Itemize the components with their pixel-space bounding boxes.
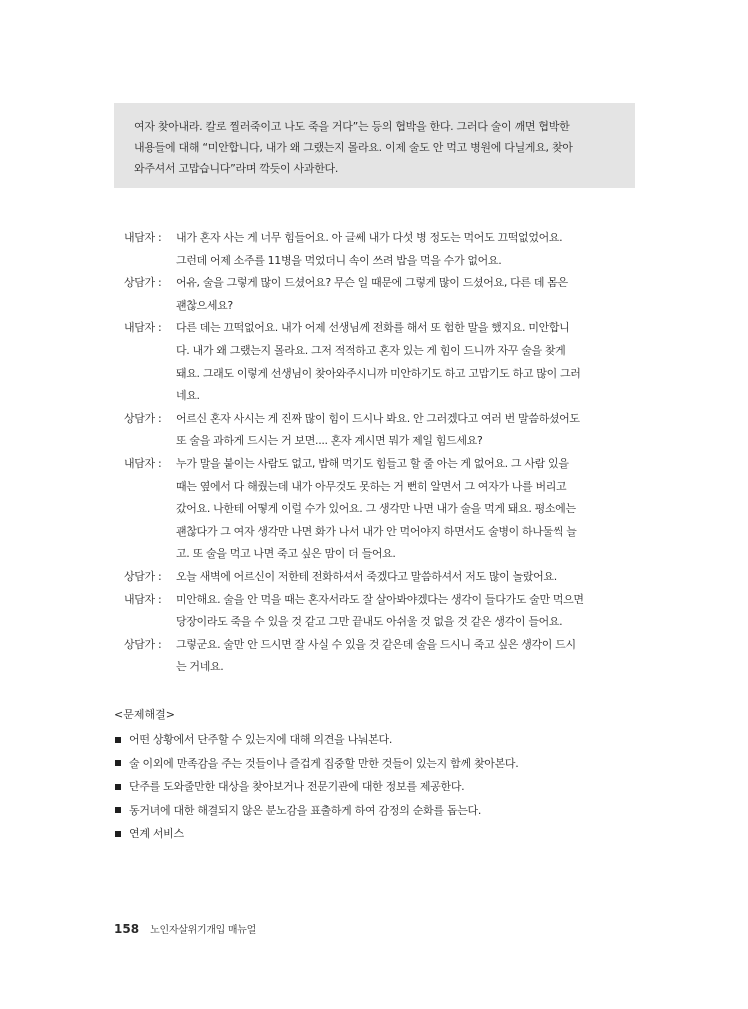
speaker-label: 내담자 : (124, 231, 162, 244)
case-summary-line: 여자 찾아내라. 칼로 찔러죽이고 나도 죽을 거다”는 등의 협박을 한다. 그러다 술이 깨면 협박한 (134, 120, 570, 133)
dialogue-turn (124, 272, 638, 317)
case-summary-box (114, 103, 635, 188)
utterance-line: 당장이라도 죽을 수 있을 것 같고 그만 끝내도 아쉬울 것 없을 것 같은 생각이 들어요. (176, 615, 563, 629)
square-bullet-icon (115, 807, 121, 813)
square-bullet-icon (115, 784, 121, 790)
dialogue-turn (124, 634, 638, 679)
utterance (176, 453, 638, 566)
book-title: 노인자살위기개입 매뉴얼 (150, 925, 256, 936)
list-item-text: 어떤 상황에서 단주할 수 있는지에 대해 의견을 나눠본다. (129, 733, 393, 746)
utterance-line: 오늘 새벽에 어르신이 저한테 전화하셔서 죽겠다고 말씀하셔서 저도 많이 놀랐어요. (176, 569, 557, 583)
utterance (176, 317, 638, 407)
utterance-line: 네요. (176, 389, 200, 403)
speaker-label: 내담자 : (124, 456, 162, 470)
utterance-line: 누가 말을 붙이는 사람도 없고, 밥해 먹기도 힘들고 할 줄 아는 게 없어요. 그 사람 있을 (176, 456, 569, 470)
utterance (176, 227, 638, 272)
utterance-line: 다른 데는 끄떡없어요. 내가 어제 선생님께 전화를 해서 또 험한 말을 했지요. 미안합니 (176, 321, 570, 335)
square-bullet-icon (115, 760, 121, 766)
square-bullet-icon (115, 737, 121, 743)
list-item (114, 799, 654, 823)
utterance (176, 272, 638, 317)
list-item (114, 752, 654, 776)
dialogue-turn (124, 566, 638, 589)
list-item (114, 775, 654, 799)
speaker-label: 상담가 : (124, 637, 162, 651)
utterance (176, 566, 638, 589)
counseling-dialogue (124, 227, 638, 679)
square-bullet-icon (115, 831, 121, 837)
utterance-line: 다. 내가 왜 그랬는지 몰라요. 그저 적적하고 혼자 있는 게 힘이 드니까 자꾸 술을 찾게 (176, 343, 566, 357)
utterance-line: 는 거네요. (176, 660, 224, 674)
utterance-line: 괜찮으세요? (176, 298, 233, 312)
utterance (176, 589, 638, 634)
page-footer (114, 918, 256, 937)
utterance-line: 어르신 혼자 사시는 게 진짜 많이 힘이 드시나 봐요. 안 그러겠다고 여러 번 말씀하셨어도 (176, 411, 580, 425)
list-item (114, 728, 654, 752)
speaker-label: 상담가 : (124, 276, 162, 290)
utterance-line: 내가 혼자 사는 게 너무 힘들어요. 아 글쎄 내가 다섯 병 정도는 먹어도 끄떡없었어요. (176, 231, 563, 244)
list-item (114, 822, 654, 846)
list-item-text: 연계 서비스 (129, 827, 184, 840)
section-heading: <문제해결> (114, 708, 175, 721)
utterance-line: 갔어요. 나한테 어떻게 이럴 수가 있어요. 그 생각만 나면 내가 술을 먹게 돼요. 평소에는 (176, 502, 576, 516)
list-item-text: 단주를 도와줄만한 대상을 찾아보거나 전문기관에 대한 정보를 제공한다. (129, 780, 465, 793)
list-item-text: 술 이외에 만족감을 주는 것들이나 즐겁게 집중할 만한 것들이 있는지 함께 찾아본다. (129, 756, 519, 770)
solution-list (114, 728, 654, 846)
speaker-label: 상담가 : (124, 569, 162, 583)
case-summary-line: 내용들에 대해 “미안합니다, 내가 왜 그랬는지 몰라요. 이제 술도 안 먹고 병원에 다닐게요, 찾아 (134, 141, 573, 154)
utterance-line: 돼요. 그래도 이렇게 선생님이 찾아와주시니까 미안하기도 하고 고맙기도 하고 많이 그러 (176, 366, 581, 380)
utterance-line: 때는 옆에서 다 해줬는데 내가 아무것도 못하는 거 뻔히 알면서 그 여자가 나를 버리고 (176, 479, 567, 493)
speaker-label: 내담자 : (124, 321, 162, 335)
problem-solving-section (114, 704, 654, 846)
utterance-line: 또 술을 과하게 드시는 거 보면.... 혼자 계시면 뭐가 제일 힘드세요? (176, 434, 483, 448)
utterance-line: 그렇군요. 술만 안 드시면 잘 사실 수 있을 것 같은데 술을 드시니 죽고 싶은 생각이 드시 (176, 637, 576, 651)
dialogue-turn (124, 227, 638, 272)
dialogue-turn (124, 589, 638, 634)
dialogue-turn (124, 453, 638, 566)
case-summary-line: 와주셔서 고맙습니다”라며 깍듯이 사과한다. (134, 162, 339, 175)
utterance-line: 괜찮다가 그 여자 생각만 나면 화가 나서 내가 안 먹어야지 하면서도 술병이 하나둘씩 늘 (176, 524, 577, 538)
utterance-line: 그런데 어제 소주를 11병을 먹었더니 속이 쓰려 밥을 먹을 수가 없어요. (176, 253, 502, 267)
dialogue-turn (124, 408, 638, 453)
utterance (176, 408, 638, 453)
utterance-line: 고. 또 술을 먹고 나면 죽고 싶은 맘이 더 들어요. (176, 547, 396, 561)
list-item-text: 동거녀에 대한 해결되지 않은 분노감을 표출하게 하여 감정의 순화를 돕는다. (129, 803, 482, 817)
utterance (176, 634, 638, 679)
utterance-line: 미안해요. 술을 안 먹을 때는 혼자서라도 잘 살아봐야겠다는 생각이 들다가도 술만 먹으면 (176, 592, 584, 606)
dialogue-turn (124, 317, 638, 407)
speaker-label: 내담자 : (124, 592, 162, 606)
page-number: 158 (114, 922, 140, 936)
speaker-label: 상담가 : (124, 411, 162, 425)
utterance-line: 어유, 술을 그렇게 많이 드셨어요? 무슨 일 때문에 그렇게 많이 드셨어요, 다른 데 몸은 (176, 276, 568, 290)
